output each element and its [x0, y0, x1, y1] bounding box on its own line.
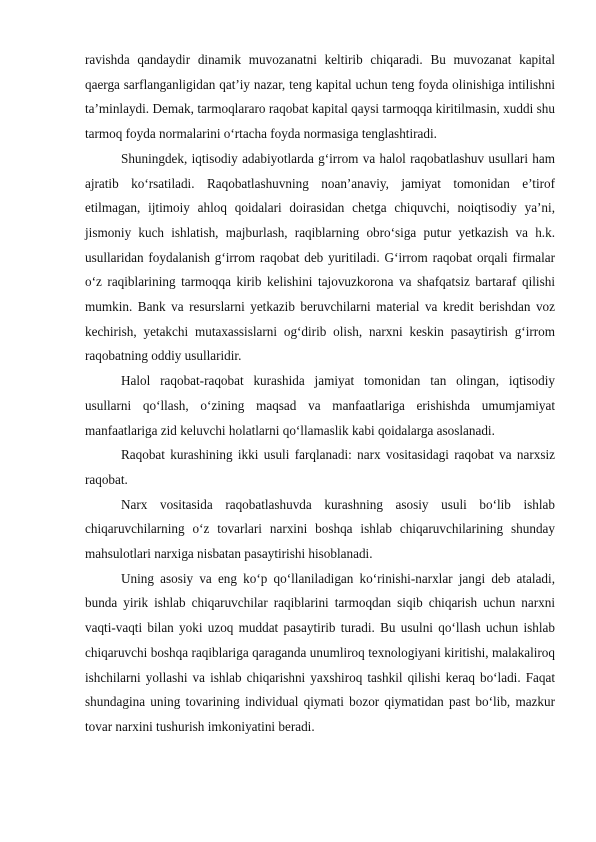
- paragraph-price-competition: Narx vositasida raqobatlashuvda kurashning asosiy usuli bo‘lib ishlab chiqaruvchilarning o‘z tovarlari narxini boshqa ishlab chiqaruvchilarining shunday mahsulotlari narxiga nisbatan pasaytirishi hisoblanadi.: [85, 496, 555, 562]
- paragraph-continuation: ravishda qandaydir dinamik muvozanatni keltirib chiqaradi. Bu muvozanat kapital qaerga sarflanganligidan qat’iy nazar, teng kapital uchun teng foyda olinishiga intilishni ta’minlaydi. Demak, tarmoqlararo raqobat kapital qaysi tarmoqqa kiritilmasin, xuddi shu tarmoq foyda normalarini o‘rtacha foyda normasiga tenglashtiradi.: [85, 52, 555, 142]
- paragraph-fair-competition: Halol raqobat-raqobat kurashida jamiyat tomonidan tan olingan, iqtisodiy usullarni qo‘llash, o‘zining maqsad va manfaatlariga erishishda umumjamiyat manfaatlariga zid keluvchi holatlarni qo‘llamaslik kabi qoidalarga asoslanadi.: [85, 373, 555, 438]
- paragraph-unfair-competition: Shuningdek, iqtisodiy adabiyotlarda g‘irrom va halol raqobatlashuv usullari ham ajratib ko‘rsatiladi. Raqobatlashuvning noan’anaviy, jamiyat tomonidan e’tirof etilmagan, ijtimoiy ahloq qoidalari doirasidan chetga chiquvchi, noiqtisodiy ya’ni, jismoniy kuch ishlatish, majburlash, raqiblarning obro‘siga putur yetkazish va h.k. usullaridan foydalanish g‘irrom raqobat deb yuritiladi. G‘irrom raqobat orqali firmalar o‘z raqiblarining tarmoqqa kirib kelishini tajovuzkorona va shafqatsiz bartaraf qilishi mumkin. Bank va resurslarni yetkazib beruvchilarni material va kredit berishdan voz kechirish, yetakchi mutaxassislarni og‘dirib olish, narxni keskin pasaytirish g‘irrom raqobatning oddiy usullaridir.: [85, 150, 555, 364]
- document-body: [85, 48, 555, 740]
- paragraph-price-war: Uning asosiy va eng ko‘p qo‘llaniladigan ko‘rinishi-narxlar jangi deb ataladi, bunda yirik ishlab chiqaruvchilar raqiblarini tarmoqdan siqib chiqarish uchun narxni vaqti-vaqti bilan yoki uzoq muddat pasaytirib turadi. Bu usulni qo‘llash uchun ishlab chiqaruvchi boshqa raqiblariga qaraganda unumliroq texnologiyani kiritishi, malakaliroq ishchilarni yollashi va ishlab chiqarishni yaxshiroq tashkil qilishi keraq bo‘ladi. Faqat shundagina uning tovarining individual qiymati bozor qiymatidan past bo‘lib, mazkur tovar narxini tushurish imkoniyatini beradi.: [85, 570, 555, 734]
- paragraph-competition-methods: Raqobat kurashining ikki usuli farqlanadi: narx vositasidagi raqobat va narxsiz raqobat.: [85, 447, 555, 487]
